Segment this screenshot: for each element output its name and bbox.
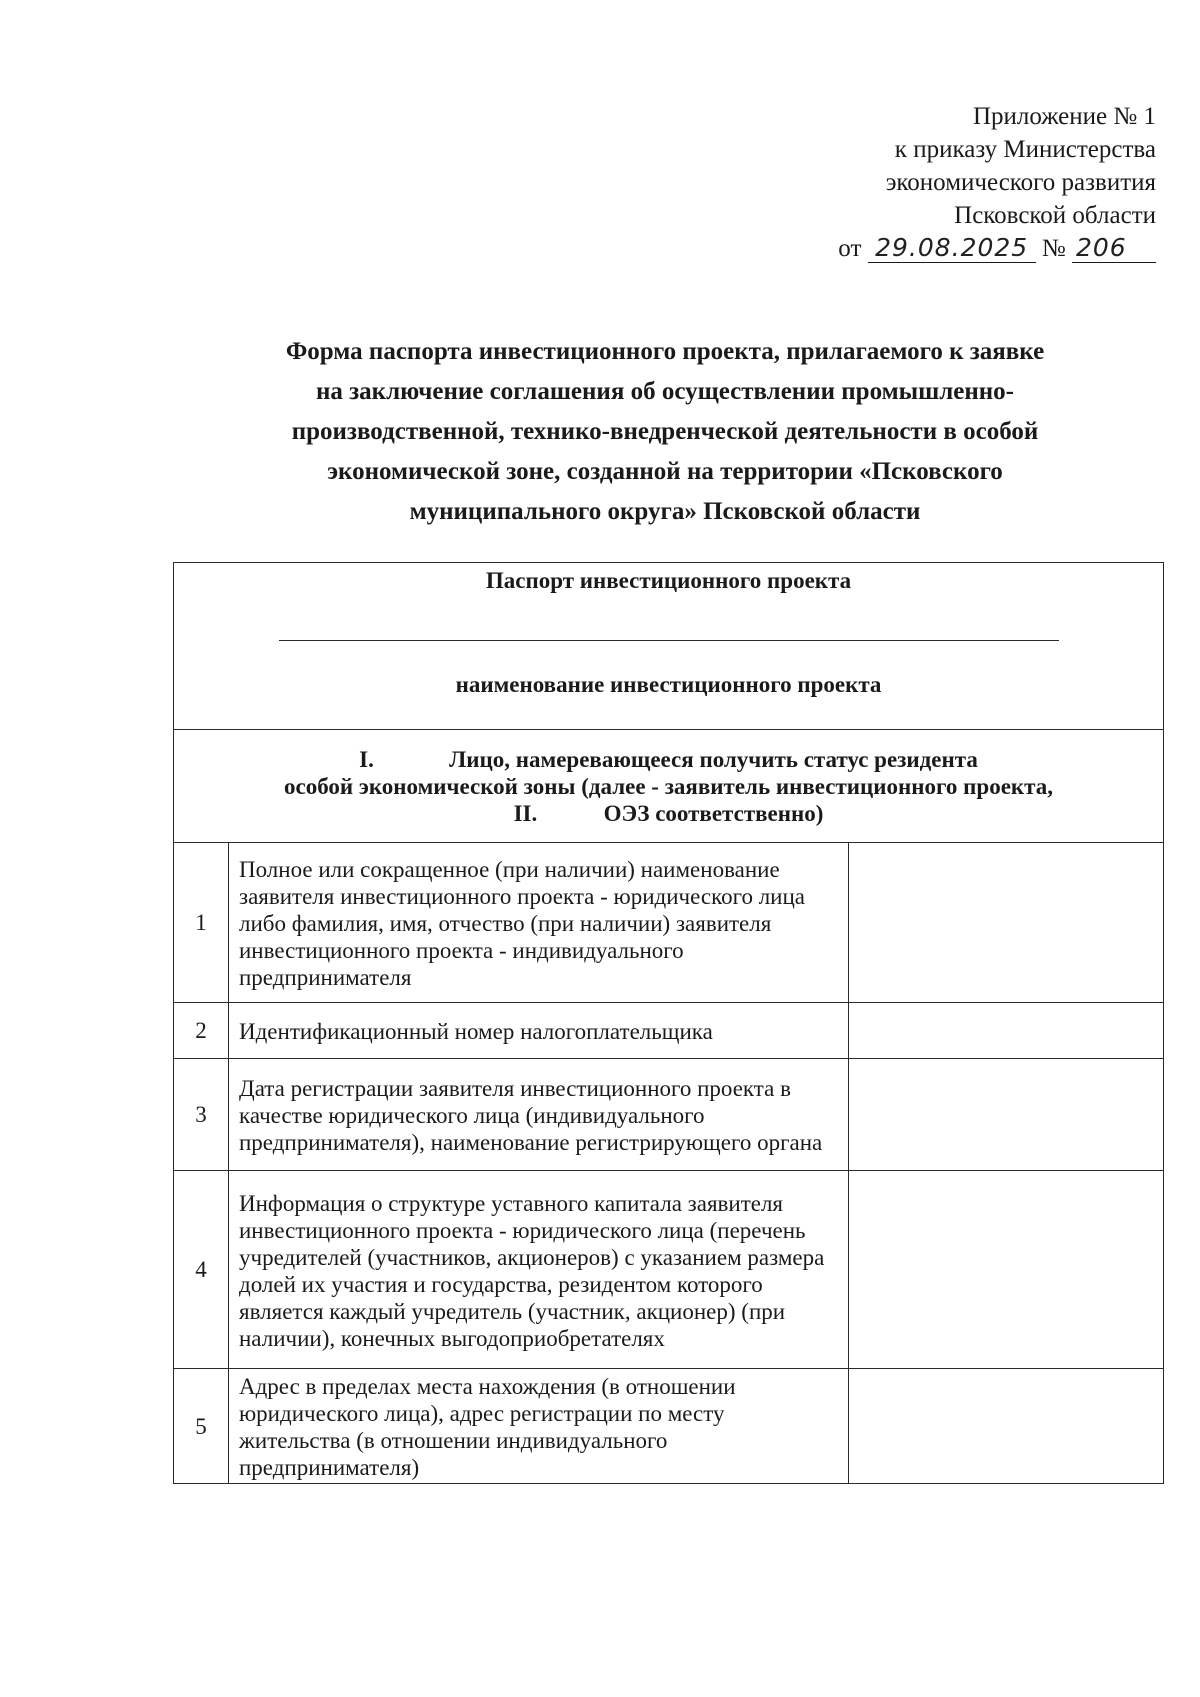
title-line: производственной, технико-внедренческой деятельности в особой xyxy=(291,418,1039,445)
date-prefix: от xyxy=(838,235,862,262)
section-heading-cell xyxy=(174,730,1164,843)
ministry-name: экономического развития xyxy=(885,169,1156,196)
row-value-cell[interactable] xyxy=(849,1003,1164,1059)
title-line: Форма паспорта инвестиционного проекта, прилагаемого к заявке xyxy=(285,338,1045,365)
row-description: Полное или сокращенное (при наличии) наименование заявителя инвестиционного проекта - юридического лица либо фамилия, имя, отчество (при наличии) заявителя инвестиционного проекта - индивидуального предпринимателя xyxy=(229,843,849,1003)
order-date-number xyxy=(838,232,1156,265)
project-name-blank-line[interactable] xyxy=(279,640,1059,641)
passport-heading-row xyxy=(174,563,1164,730)
section-heading-text: ОЭЗ соответственно) xyxy=(603,800,824,826)
row-value-cell[interactable] xyxy=(849,843,1164,1003)
passport-heading: Паспорт инвестиционного проекта xyxy=(485,568,852,593)
passport-table xyxy=(173,562,1164,1484)
passport-heading-cell xyxy=(174,563,1164,730)
handwritten-order-number: 206 xyxy=(1072,234,1156,263)
row-number: 2 xyxy=(174,1003,229,1059)
table-row xyxy=(174,1003,1164,1059)
table-row xyxy=(174,1059,1164,1171)
row-value-cell[interactable] xyxy=(849,1171,1164,1369)
title-line: на заключение соглашения об осуществлении промышленно- xyxy=(315,378,1015,405)
row-value-cell[interactable] xyxy=(849,1059,1164,1171)
table-row xyxy=(174,1369,1164,1484)
handwritten-date: 29.08.2025 xyxy=(868,234,1036,263)
document-title xyxy=(200,332,1130,532)
row-description: Дата регистрации заявителя инвестиционного проекта в качестве юридического лица (индивидуального предпринимателя), наименование регистрирующего органа xyxy=(229,1059,849,1171)
table-row xyxy=(174,843,1164,1003)
appendix-header xyxy=(838,100,1156,265)
row-description: Информация о структуре уставного капитала заявителя инвестиционного проекта - юридического лица (перечень учредителей (участников, акционеров) с указанием размера долей их участия и государства, резидентом которого является каждый учредитель (участник, акционер) (при наличии), конечных выгодоприобретателях xyxy=(229,1171,849,1369)
row-number: 4 xyxy=(174,1171,229,1369)
section-heading-line xyxy=(174,746,1163,773)
row-value-cell[interactable] xyxy=(849,1369,1164,1484)
section-numeral: I. xyxy=(359,746,374,772)
row-number: 1 xyxy=(174,843,229,1003)
row-number: 3 xyxy=(174,1059,229,1171)
order-reference: к приказу Министерства xyxy=(894,136,1156,163)
row-description: Идентификационный номер налогоплательщика xyxy=(229,1003,849,1059)
section-heading-line: особой экономической зоны (далее - заявитель инвестиционного проекта, xyxy=(284,773,1054,799)
title-line: экономической зоне, созданной на территории «Псковского xyxy=(327,458,1003,485)
section-heading-row xyxy=(174,730,1164,843)
region-name: Псковской области xyxy=(954,202,1156,229)
number-prefix: № xyxy=(1041,235,1066,262)
appendix-number: Приложение № 1 xyxy=(972,103,1156,130)
section-heading-text: Лицо, намеревающееся получить статус резидента xyxy=(449,746,978,772)
section-heading-line xyxy=(174,800,1163,827)
title-line: муниципального округа» Псковской области xyxy=(409,498,921,525)
project-name-caption: наименование инвестиционного проекта xyxy=(455,672,882,697)
section-numeral: II. xyxy=(513,800,538,826)
table-row xyxy=(174,1171,1164,1369)
row-description: Адрес в пределах места нахождения (в отношении юридического лица), адрес регистрации по месту жительства (в отношении индивидуального предпринимателя) xyxy=(229,1369,849,1484)
row-number: 5 xyxy=(174,1369,229,1484)
